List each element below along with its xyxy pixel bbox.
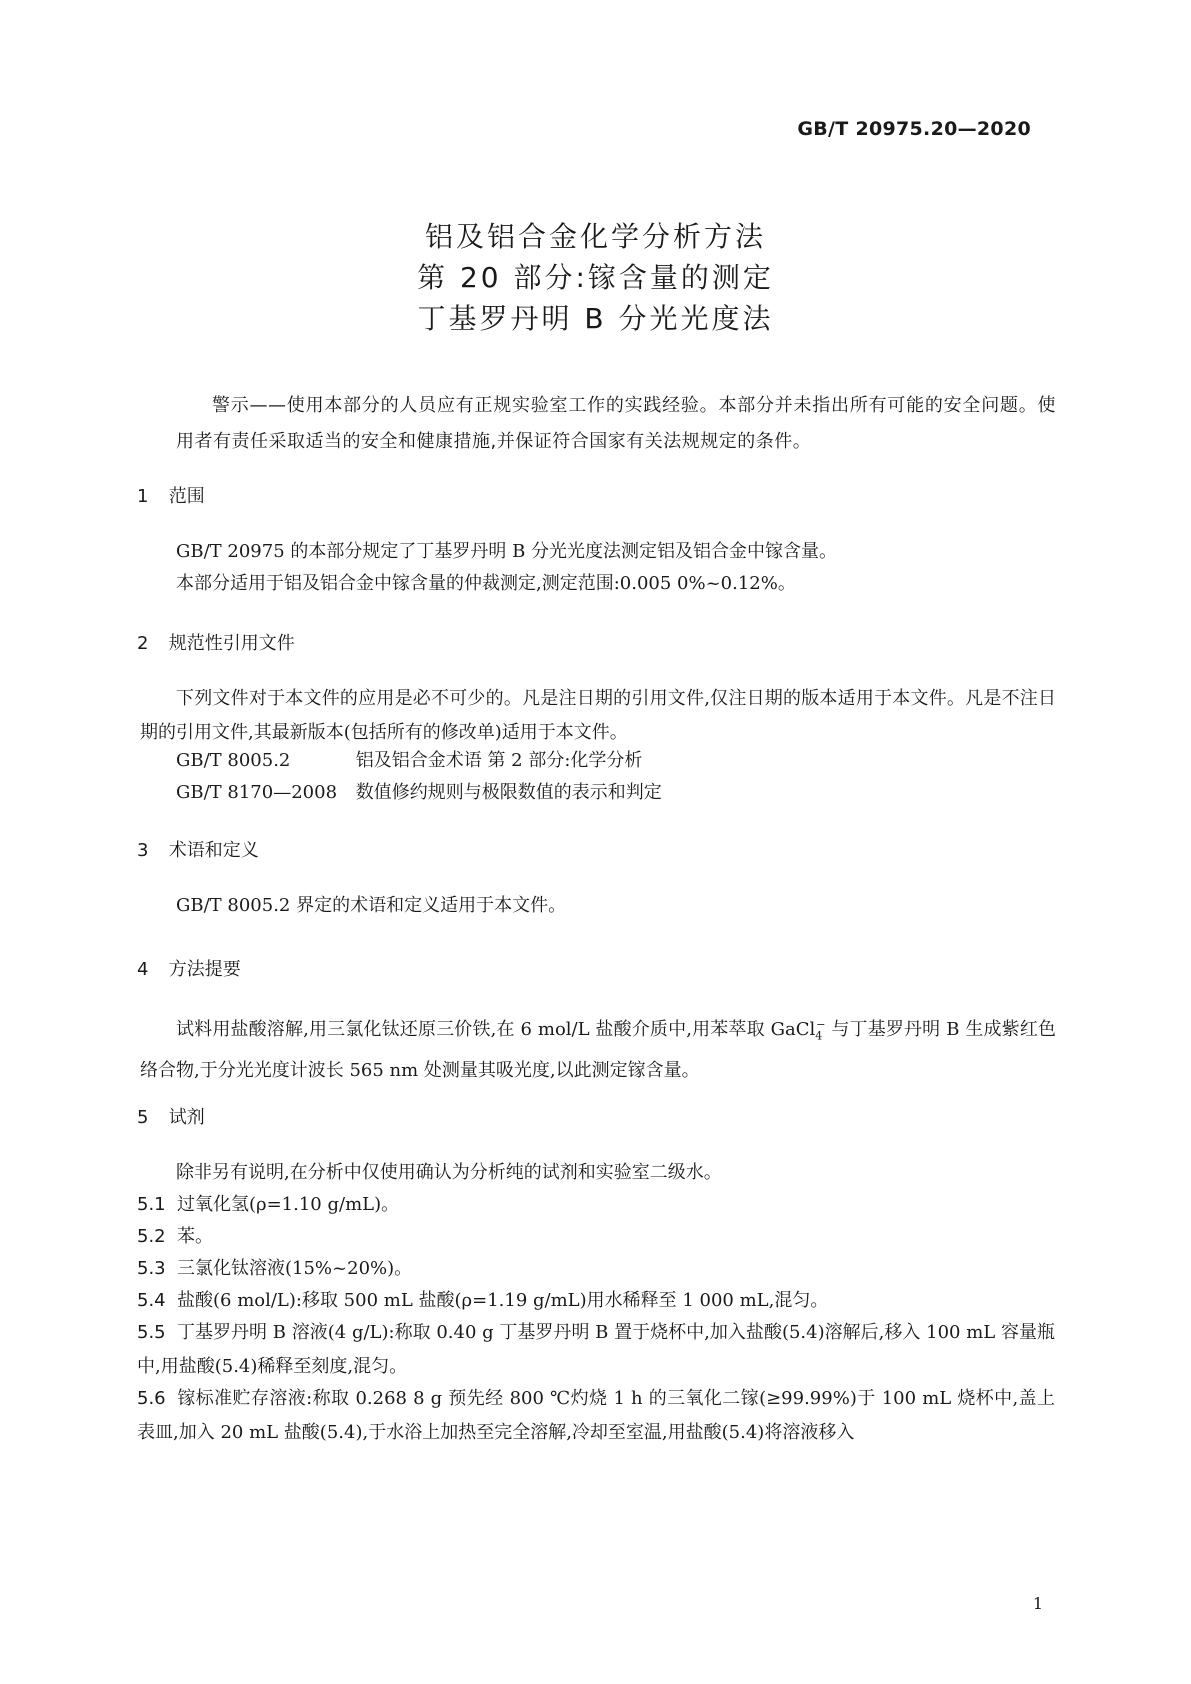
section-number: 2 bbox=[137, 633, 149, 654]
reference-code: GB/T 8005.2 bbox=[176, 750, 291, 771]
safety-warning: 警示——使用本部分的人员应有正规实验室工作的实践经验。本部分并未指出所有可能的安全问题。使用者有责任采取适当的安全和健康措施,并保证符合国家有关法规规定的条件。 bbox=[176, 395, 1056, 452]
item-text: 镓标准贮存溶液:称取 0.268 8 g 预先经 800 ℃灼烧 1 h 的三氧化二镓(≥99.99%)于 100 mL 烧杯中,盖上表皿,加入 20 mL 盐酸(5.4),于水浴上加热至完全溶解,冷却至室温,用盐酸(5.4)将溶液移入 bbox=[137, 1388, 1055, 1443]
reagent-5-4 bbox=[137, 1284, 1055, 1318]
section-4-paragraph-1 bbox=[140, 1008, 1056, 1088]
reference-1 bbox=[176, 746, 642, 772]
document-title-line-3: 丁基罗丹明 B 分光光度法 bbox=[417, 302, 774, 335]
item-number: 5.4 bbox=[137, 1290, 166, 1311]
document-title-line-1: 铝及铝合金化学分析方法 bbox=[424, 220, 766, 253]
reference-code: GB/T 8170—2008 bbox=[176, 782, 338, 803]
section-5-intro: 除非另有说明,在分析中仅使用确认为分析纯的试剂和实验室二级水。 bbox=[176, 1162, 722, 1183]
section-number: 5 bbox=[137, 1107, 149, 1128]
item-number: 5.6 bbox=[137, 1388, 166, 1409]
reagent-5-3 bbox=[137, 1252, 1055, 1286]
formula-subscript: 4 bbox=[815, 1029, 823, 1043]
section-title: 范围 bbox=[168, 486, 205, 507]
method-text-part-1: 试料用盐酸溶解,用三氯化钛还原三价铁,在 6 mol/L 盐酸介质中,用苯萃取 GaCl bbox=[176, 1019, 816, 1040]
item-text: 苯。 bbox=[177, 1226, 213, 1247]
item-number: 5.5 bbox=[137, 1322, 166, 1343]
section-number: 3 bbox=[137, 840, 149, 861]
section-title: 术语和定义 bbox=[168, 840, 259, 861]
section-2-heading bbox=[137, 629, 295, 655]
method-text-part-2: 与丁基罗丹明 B 生成紫红色络合物,于分光光度计波长 565 nm 处测量其吸光度,以此测定镓含量。 bbox=[140, 1019, 1056, 1081]
reagent-5-5 bbox=[137, 1316, 1055, 1384]
section-5-heading bbox=[137, 1103, 205, 1129]
section-4-heading bbox=[137, 955, 241, 981]
item-number: 5.3 bbox=[137, 1258, 166, 1279]
item-number: 5.2 bbox=[137, 1226, 166, 1247]
section-3-heading bbox=[137, 836, 259, 862]
reagent-5-1 bbox=[137, 1188, 1055, 1222]
section-3-paragraph-1: GB/T 8005.2 界定的术语和定义适用于本文件。 bbox=[176, 895, 567, 916]
section-1-paragraph-2: 本部分适用于铝及铝合金中镓含量的仲裁测定,测定范围:0.005 0%~0.12%。 bbox=[176, 573, 796, 594]
standard-number: GB/T 20975.20—2020 bbox=[797, 118, 1031, 140]
item-text: 三氯化钛溶液(15%~20%)。 bbox=[177, 1258, 413, 1279]
section-2-paragraph-1: 下列文件对于本文件的应用是必不可少的。凡是注日期的引用文件,仅注日期的版本适用于本文件。凡是不注日期的引用文件,其最新版本(包括所有的修改单)适用于本文件。 bbox=[140, 688, 1056, 743]
section-1-paragraph-1: GB/T 20975 的本部分规定了丁基罗丹明 B 分光光度法测定铝及铝合金中镓含量。 bbox=[176, 541, 838, 562]
section-title: 规范性引用文件 bbox=[168, 633, 295, 654]
item-text: 盐酸(6 mol/L):移取 500 mL 盐酸(ρ=1.19 g/mL)用水稀释至 1 000 mL,混匀。 bbox=[177, 1290, 829, 1311]
section-1-heading bbox=[137, 482, 205, 508]
item-text: 过氧化氢(ρ=1.10 g/mL)。 bbox=[177, 1194, 400, 1215]
item-text: 丁基罗丹明 B 溶液(4 g/L):称取 0.40 g 丁基罗丹明 B 置于烧杯中,加入盐酸(5.4)溶解后,移入 100 mL 容量瓶中,用盐酸(5.4)稀释至刻度,混匀。 bbox=[137, 1322, 1055, 1377]
formula-superscript: − bbox=[816, 1018, 826, 1031]
reagent-5-2 bbox=[137, 1220, 1055, 1254]
section-number: 4 bbox=[137, 959, 149, 980]
page-number: 1 bbox=[1032, 1594, 1043, 1613]
reference-name: 铝及铝合金术语 第 2 部分:化学分析 bbox=[355, 750, 643, 771]
reference-2 bbox=[176, 778, 662, 804]
reference-name: 数值修约规则与极限数值的表示和判定 bbox=[355, 782, 662, 803]
section-title: 方法提要 bbox=[168, 959, 241, 980]
section-number: 1 bbox=[137, 486, 149, 507]
section-title: 试剂 bbox=[168, 1107, 205, 1128]
item-number: 5.1 bbox=[137, 1194, 166, 1215]
document-title-line-2: 第 20 部分:镓含量的测定 bbox=[417, 261, 774, 294]
reagent-5-6 bbox=[137, 1382, 1055, 1450]
